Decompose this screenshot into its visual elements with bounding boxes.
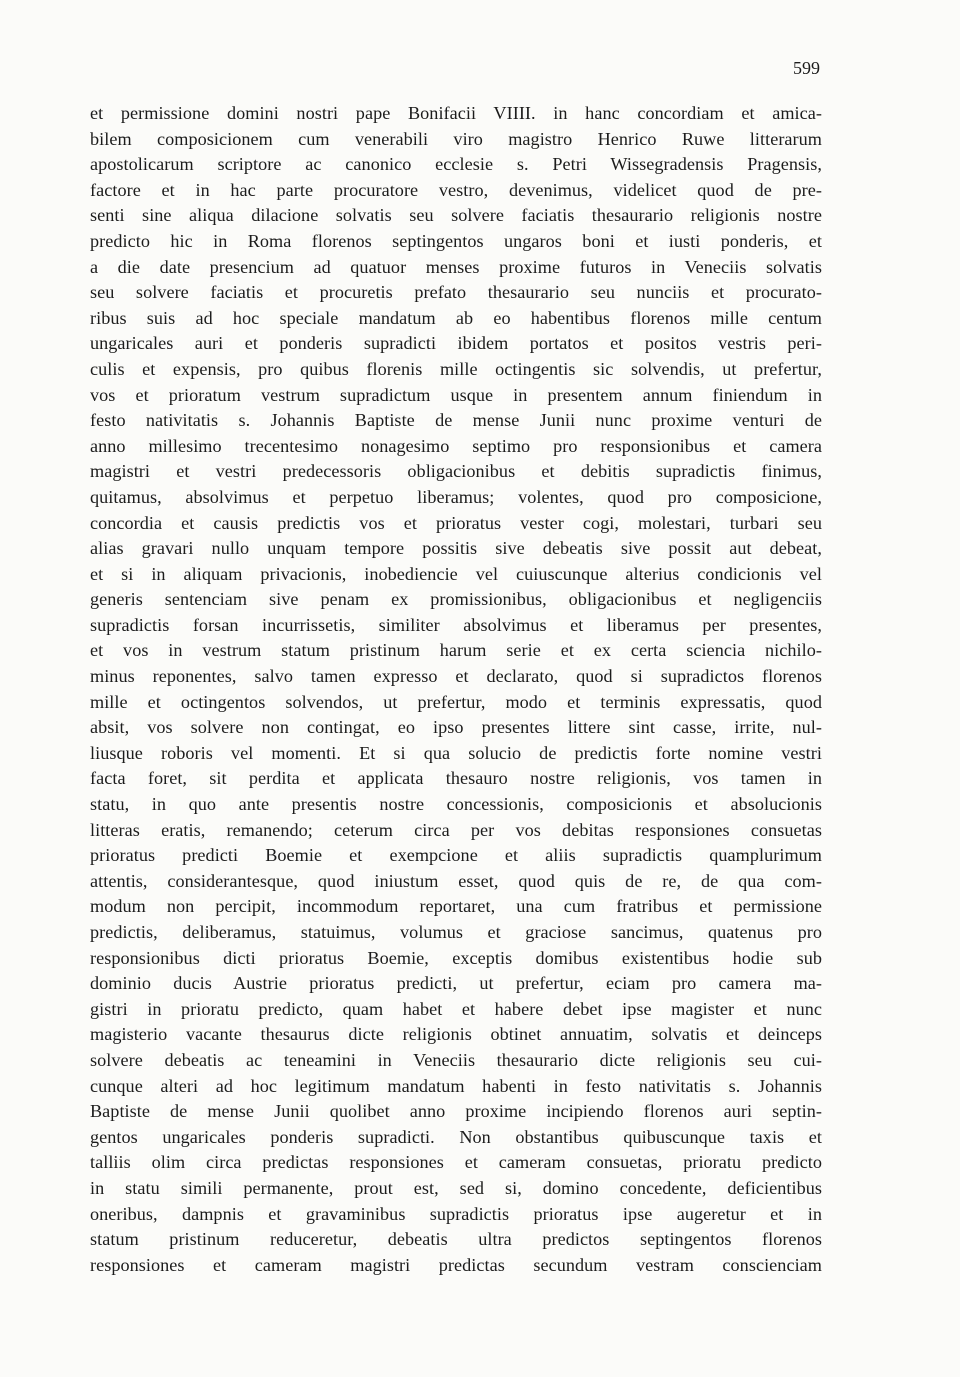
text-line: solvere debeatis ac teneamini in Veneciis thesaurario dicte religionis seu cui- [90, 1049, 822, 1070]
text-line: senti sine aliqua dilacione solvatis seu solvere faciatis thesaurario religionis nostre [90, 205, 822, 226]
text-line: statum pristinum reduceretur, debeatis ultra predictos septingentos florenos [90, 1229, 822, 1250]
text-line: concordia et causis predictis vos et prioratus vester cogi, molestari, turbari seu [90, 512, 822, 533]
text-line: talliis olim circa predictas responsiones et cameram consuetas, prioratu predicto [90, 1152, 822, 1173]
text-line: bilem composicionem cum venerabili viro magistro Henrico Ruwe litterarum [90, 128, 822, 149]
text-line: Baptiste de mense Junii quolibet anno proxime incipiendo florenos auri septin- [90, 1101, 822, 1122]
text-line: absit, vos solvere non contingat, eo ipso presentes littere sint casse, irrite, nul- [90, 717, 822, 738]
text-line: ribus suis ad hoc speciale mandatum ab eo habentibus florenos mille centum [90, 307, 822, 328]
text-line: festo nativitatis s. Johannis Baptiste de mense Junii nunc proxime venturi de [90, 410, 822, 431]
text-line: ungaricales auri et ponderis supradicti ibidem portatos et positos vestris peri- [90, 333, 822, 354]
text-line: factore et in hac parte procuratore vestro, devenimus, videlicet quod de pre- [90, 179, 822, 200]
text-line: et permissione domini nostri pape Bonifacii VIIII. in hanc concordiam et amica- [90, 103, 822, 123]
text-line: supradictis forsan incurrissetis, similiter absolvimus et liberamus per presentes, [90, 614, 822, 635]
page-number: 599 [793, 58, 820, 78]
text-line: mille et octingentos solvendos, ut prefertur, modo et terminis expressatis, quod [90, 691, 822, 712]
text-line: liusque roboris vel momenti. Et si qua solucio de predictis forte nomine vestri [90, 742, 822, 763]
text-line: apostolicarum scriptore ac canonico ecclesie s. Petri Wissegradensis Pragensis, [90, 154, 822, 175]
text-line: et vos in vestrum statum pristinum harum serie et ex certa sciencia nichilo- [90, 640, 822, 661]
text-line: minus reponentes, salvo tamen expresso et declarato, quod si supradictos florenos [90, 666, 822, 687]
text-line: cunque alteri ad hoc legitimum mandatum habenti in festo nativitatis s. Johannis [90, 1075, 822, 1096]
text-line: modum non percipit, incommodum reportaret, una cum fratribus et permissione [90, 896, 822, 917]
text-line: prioratus predicti Boemie et exempcione et aliis supradictis quamplurimum [90, 845, 822, 866]
body-text [90, 101, 822, 1278]
text-line: gentos ungaricales ponderis supradicti. Non obstantibus quibuscunque taxis et [90, 1126, 822, 1147]
text-line: magistri et vestri predecessoris obligacionibus et debitis supradictis finimus, [90, 461, 822, 482]
text-line: et si in aliquam privacionis, inobediencie vel cuiuscunque alterius condicionis vel [90, 563, 822, 584]
text-line: facta foret, sit perdita et applicata thesauro nostre religionis, vos tamen in [90, 768, 822, 789]
text-line: generis sentenciam sive penam ex promissionibus, obligacionibus et negligenciis [90, 589, 822, 610]
text-line: vos et prioratum vestrum supradictum usque in presentem annum finiendum in [90, 384, 822, 405]
text-line: quitamus, absolvimus et perpetuo liberamus; volentes, quod pro composicione, [90, 486, 822, 507]
text-line: oneribus, dampnis et gravaminibus supradictis prioratus ipse augeretur et in [90, 1203, 822, 1224]
text-line: statu, in quo ante presentis nostre concessionis, composicionis et absolucionis [90, 794, 822, 815]
text-line: magisterio vacante thesaurus dicte religionis obtinet annuatim, solvatis et deinceps [90, 1024, 822, 1045]
text-line: litteras eratis, remanendo; ceterum circa per vos debitas responsiones consuetas [90, 819, 822, 840]
text-line: responsionibus dicti prioratus Boemie, exceptis domibus existentibus hodie sub [90, 947, 822, 968]
text-line: alias gravari nullo unquam tempore possitis sive debeatis sive possit aut debeat, [90, 538, 822, 559]
text-line: a die date presencium ad quatuor menses proxime futuros in Veneciis solvatis [90, 256, 822, 277]
text-line: dominio ducis Austrie prioratus predicti, ut prefertur, eciam pro camera ma- [90, 973, 822, 994]
text-line: gistri in prioratu predicto, quam habet et habere debet ipse magister et nunc [90, 998, 822, 1019]
text-line: seu solvere faciatis et procuretis prefato thesaurario seu nunciis et procurato- [90, 282, 822, 303]
text-line: predictis, deliberamus, statuimus, volumus et graciose sancimus, quatenus pro [90, 922, 822, 942]
text-line: responsiones et cameram magistri predictas secundum vestram conscienciam [90, 1254, 822, 1275]
text-line: predicto hic in Roma florenos septingentos ungaros boni et iusti ponderis, et [90, 230, 822, 251]
text-line: anno millesimo trecentesimo nonagesimo septimo pro responsionibus et camera [90, 435, 822, 456]
text-line: attentis, considerantesque, quod iniustum esset, quod quis de re, de qua com- [90, 870, 822, 891]
text-line: in statu simili permanente, prout est, sed si, domino concedente, deficientibus [90, 1177, 822, 1198]
text-line: culis et expensis, pro quibus florenis mille octingentis sic solvendis, ut prefertur, [90, 358, 822, 379]
